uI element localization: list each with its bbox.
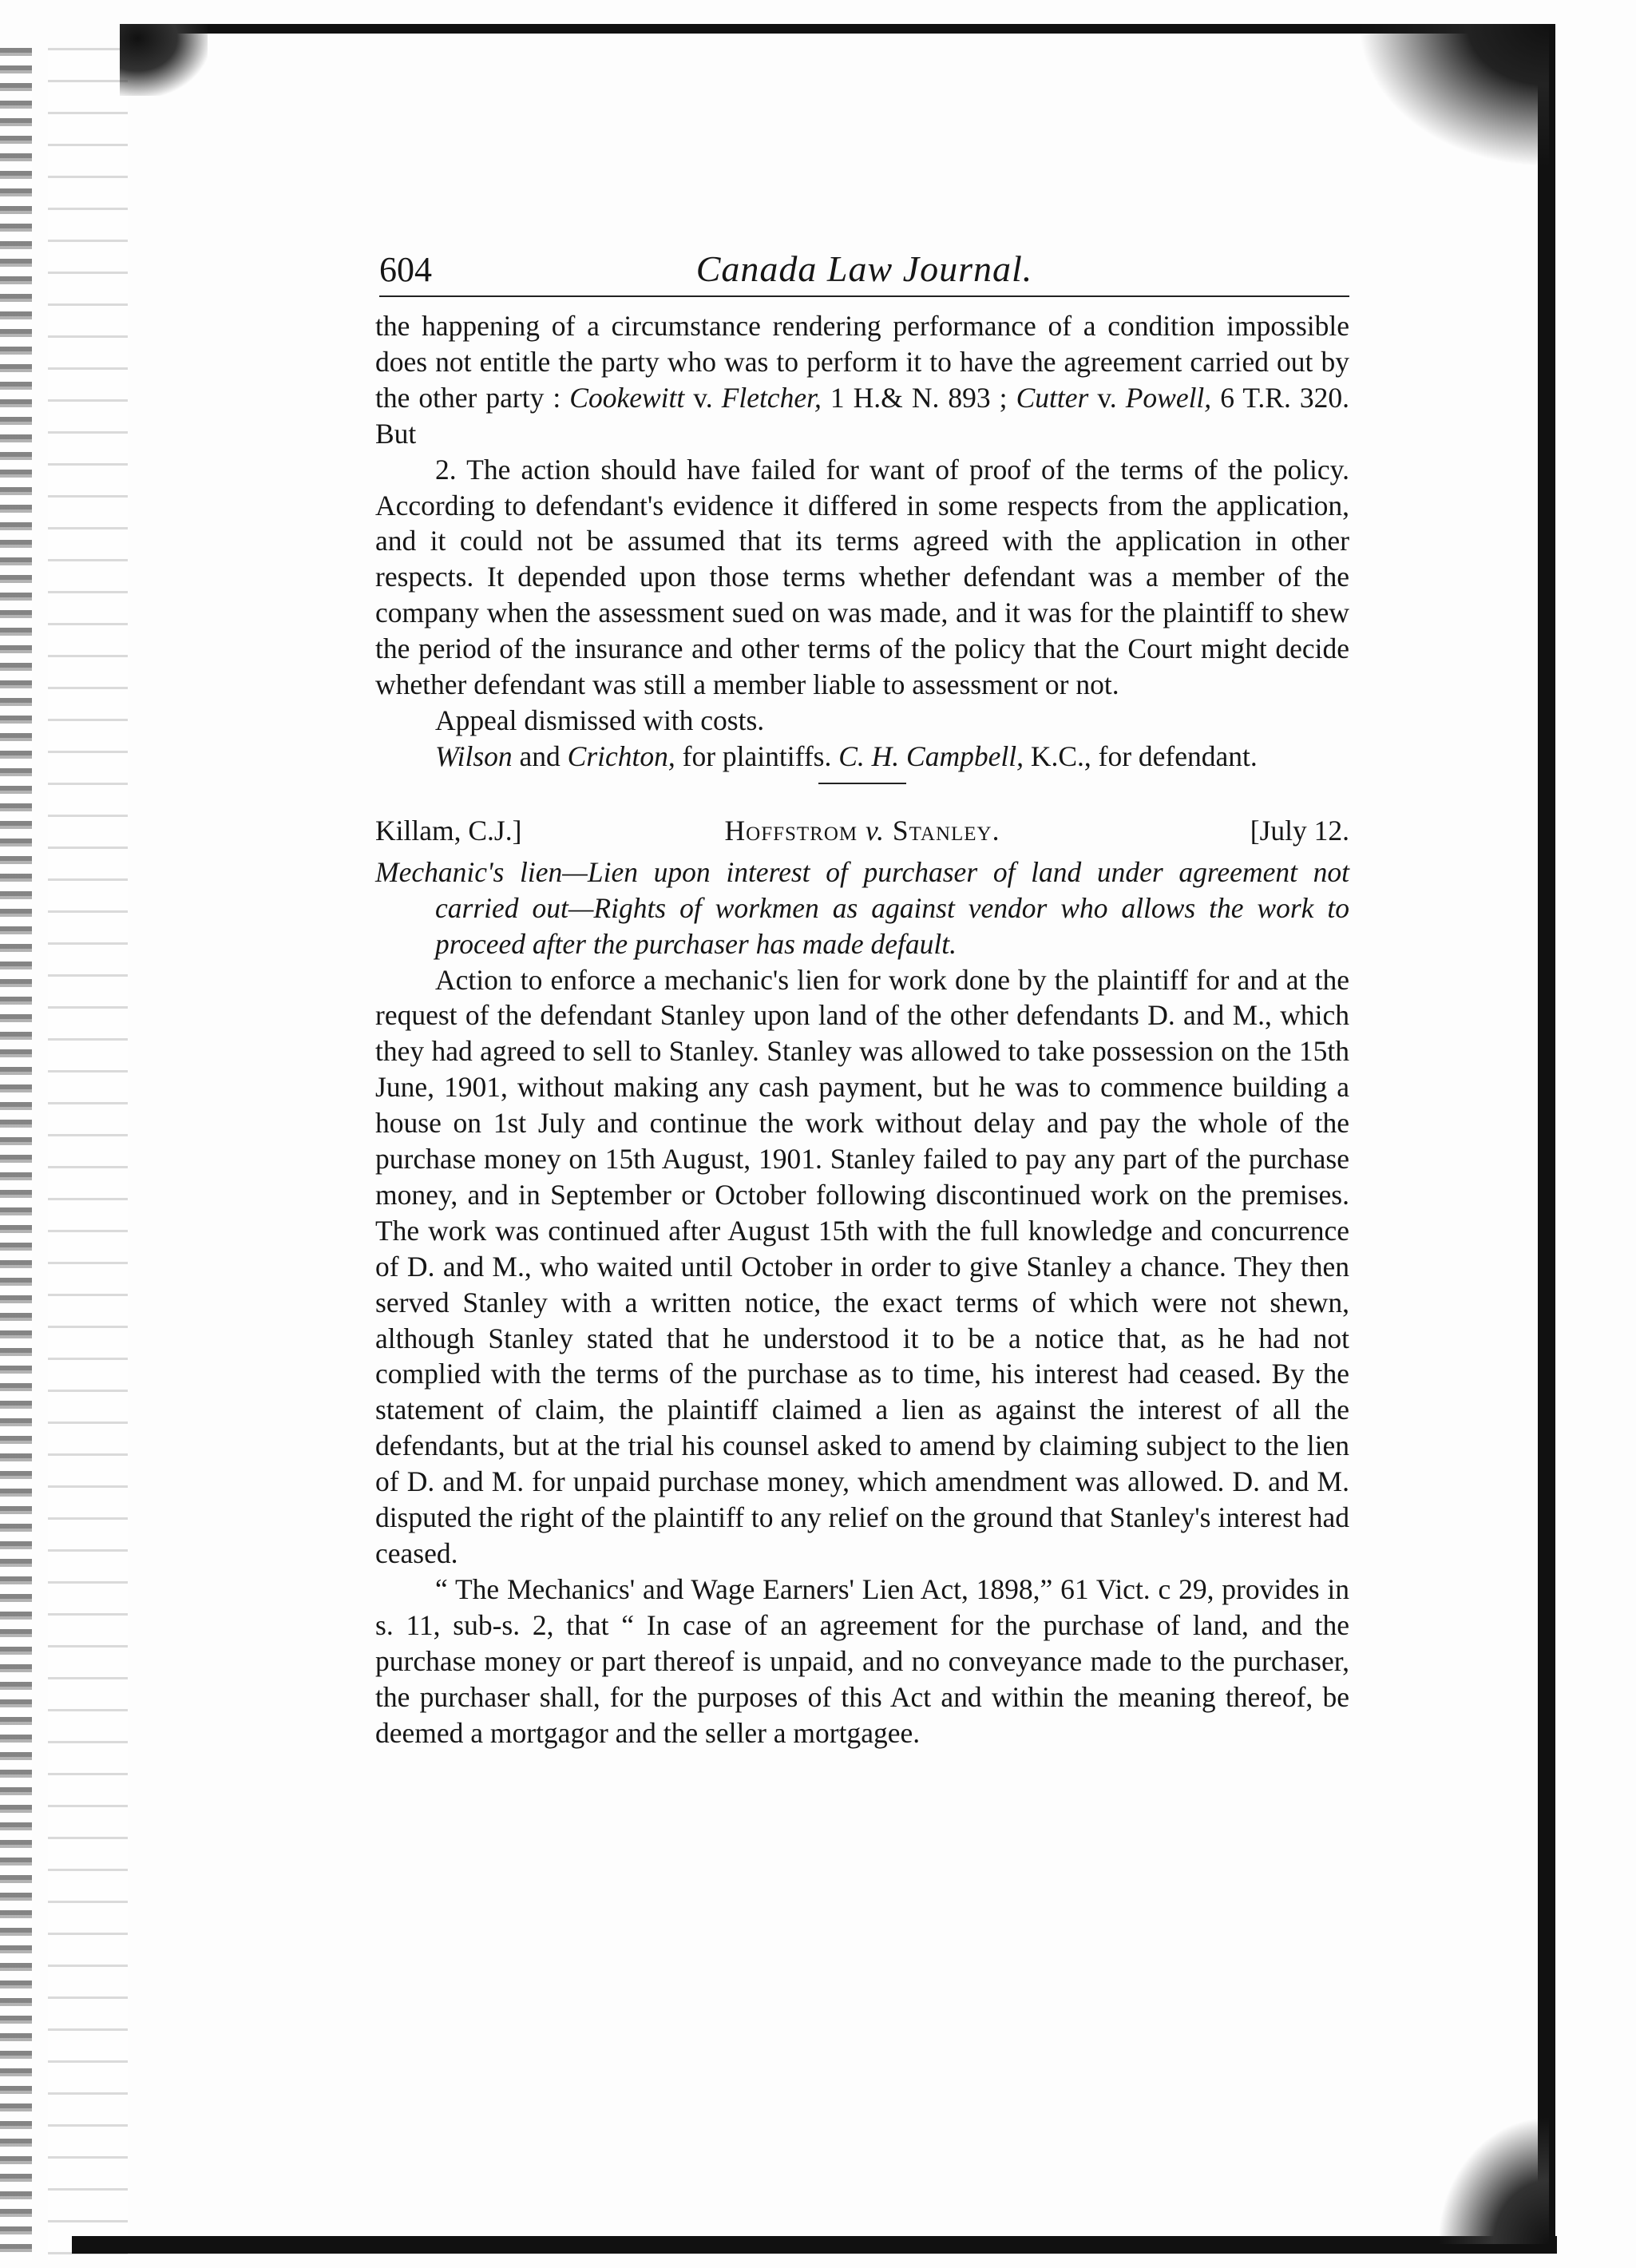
scan-top-border [120,24,1549,34]
scan-right-border [1538,24,1555,2252]
text-run: v. [684,381,722,414]
counsel-name: Wilson [435,739,513,772]
running-header [379,240,1349,297]
scan-bottom-border [72,2236,1557,2254]
case2-paragraph-1: Action to enforce a mechanic's lien for work done by the plaintiff for and at the request of the defendant Stanley upon land of the other defendants D. and M., which they had agreed to sell to Stanley. Stanley was allowed to take possession on the 15th June, 1901, without making any cash payment, but he was to commence building a house on 1st July and continue the work without delay and pay the whole of the purchase money on 15th August, 1901. Stanley failed to pay any part of the purchase money, and in September or October following discontinued work on the premises. The work was continued after August 15th with the full knowledge and concurrence of D. and M., who waited until October in order to give Stanley a chance. They then served Stanley with a written notice, the exact terms of which were not shewn, although Stanley stated that he understood it to be a notice that, as he had not complied with the terms of the purchase as to time, his interest had ceased. By the statement of claim, the plaintiff claimed a lien as against the interest of all the defendants, but at the trial his counsel asked to amend by claiming subject to the lien of D. and M. for unpaid purchase money, which amendment was allowed. D. and M. disputed the right of the plaintiff to any relief on the ground that Stanley's interest had ceased. [375,963,1349,1569]
case1-counsel [375,739,1349,775]
text-run: K.C., for defendant. [1023,739,1258,772]
case-party: Stanley. [892,814,1000,847]
text-run: for plaintiffs. [675,739,839,772]
counsel-name: C. H. Campbell, [838,739,1024,772]
text-run: the happening of a circumstance rendering performance of a condition impossible does not entitle the party who was to perform it to have the agreement carried out by the other party : [375,310,1349,414]
page-number: 604 [379,250,432,289]
case2-caption [375,813,1349,854]
citation: 6 T.R. 320. But [375,381,1350,450]
journal-page [375,240,1349,1751]
scan-corner-top-right [1357,24,1549,168]
case-party: Cutter [1016,381,1089,414]
case2-headnote: Mechanic's lien—Lien upon interest of purchaser of land under agreement not carried out—Rights of workmen as against vendor who allows the work to proceed after the purchaser has made default. [375,855,1349,960]
case1-disposition: Appeal dismissed with costs. [435,704,765,736]
text-run: v. [1088,381,1126,414]
case2-date: [July 12. [1250,814,1349,847]
case-party: Hoffstrom [724,814,858,847]
scan-corner-bottom-right [1437,2116,1549,2244]
case-separator-rule [818,783,906,784]
case1-paragraph-1 [375,308,1349,452]
scan-binding-shadow [48,48,128,2260]
case1-paragraph-2: 2. The action should have failed for want of proof of the terms of the policy. According to defendant's evidence it differed in some respects from the application, and it could not be assumed that its terms agreed with the application in other respects. It depended upon those terms whether defendant was a member of the company when the assessment sued on was made, and it was for the plaintiff to shew the period of the insurance and other terms of the policy that the Court might decide whether defendant was still a member liable to assessment or not. [375,453,1349,701]
case2-paragraph-2: “ The Mechanics' and Wage Earners' Lien Act, 1898,” 61 Vict. c 29, provides in s. 11, sub-s. 2, that “ In case of an agreement for the purchase of land, and the purchase money or part thereof is unpaid, and no conveyance made to the purchaser, the purchaser shall, for the purposes of this Act and within the meaning thereof, be deemed a mortgagor and the seller a mortgagee. [375,1572,1349,1749]
case-party: Cookewitt [569,381,685,414]
case2-judge: Killam, C.J.] [375,814,522,847]
scan-corner-top-left [120,24,208,96]
case2-title [375,813,1349,849]
journal-title: Canada Law Journal. [695,248,1033,289]
citation: 1 H.& N. 893 ; [821,381,1016,414]
scan-binding-edge [0,48,32,2260]
case-party: Powell, [1125,381,1212,414]
text-run: and [512,739,568,772]
text-run: v. [858,814,893,847]
case-party: Fletcher, [721,381,822,414]
counsel-name: Crichton, [567,739,675,772]
article-body [375,308,1349,1751]
